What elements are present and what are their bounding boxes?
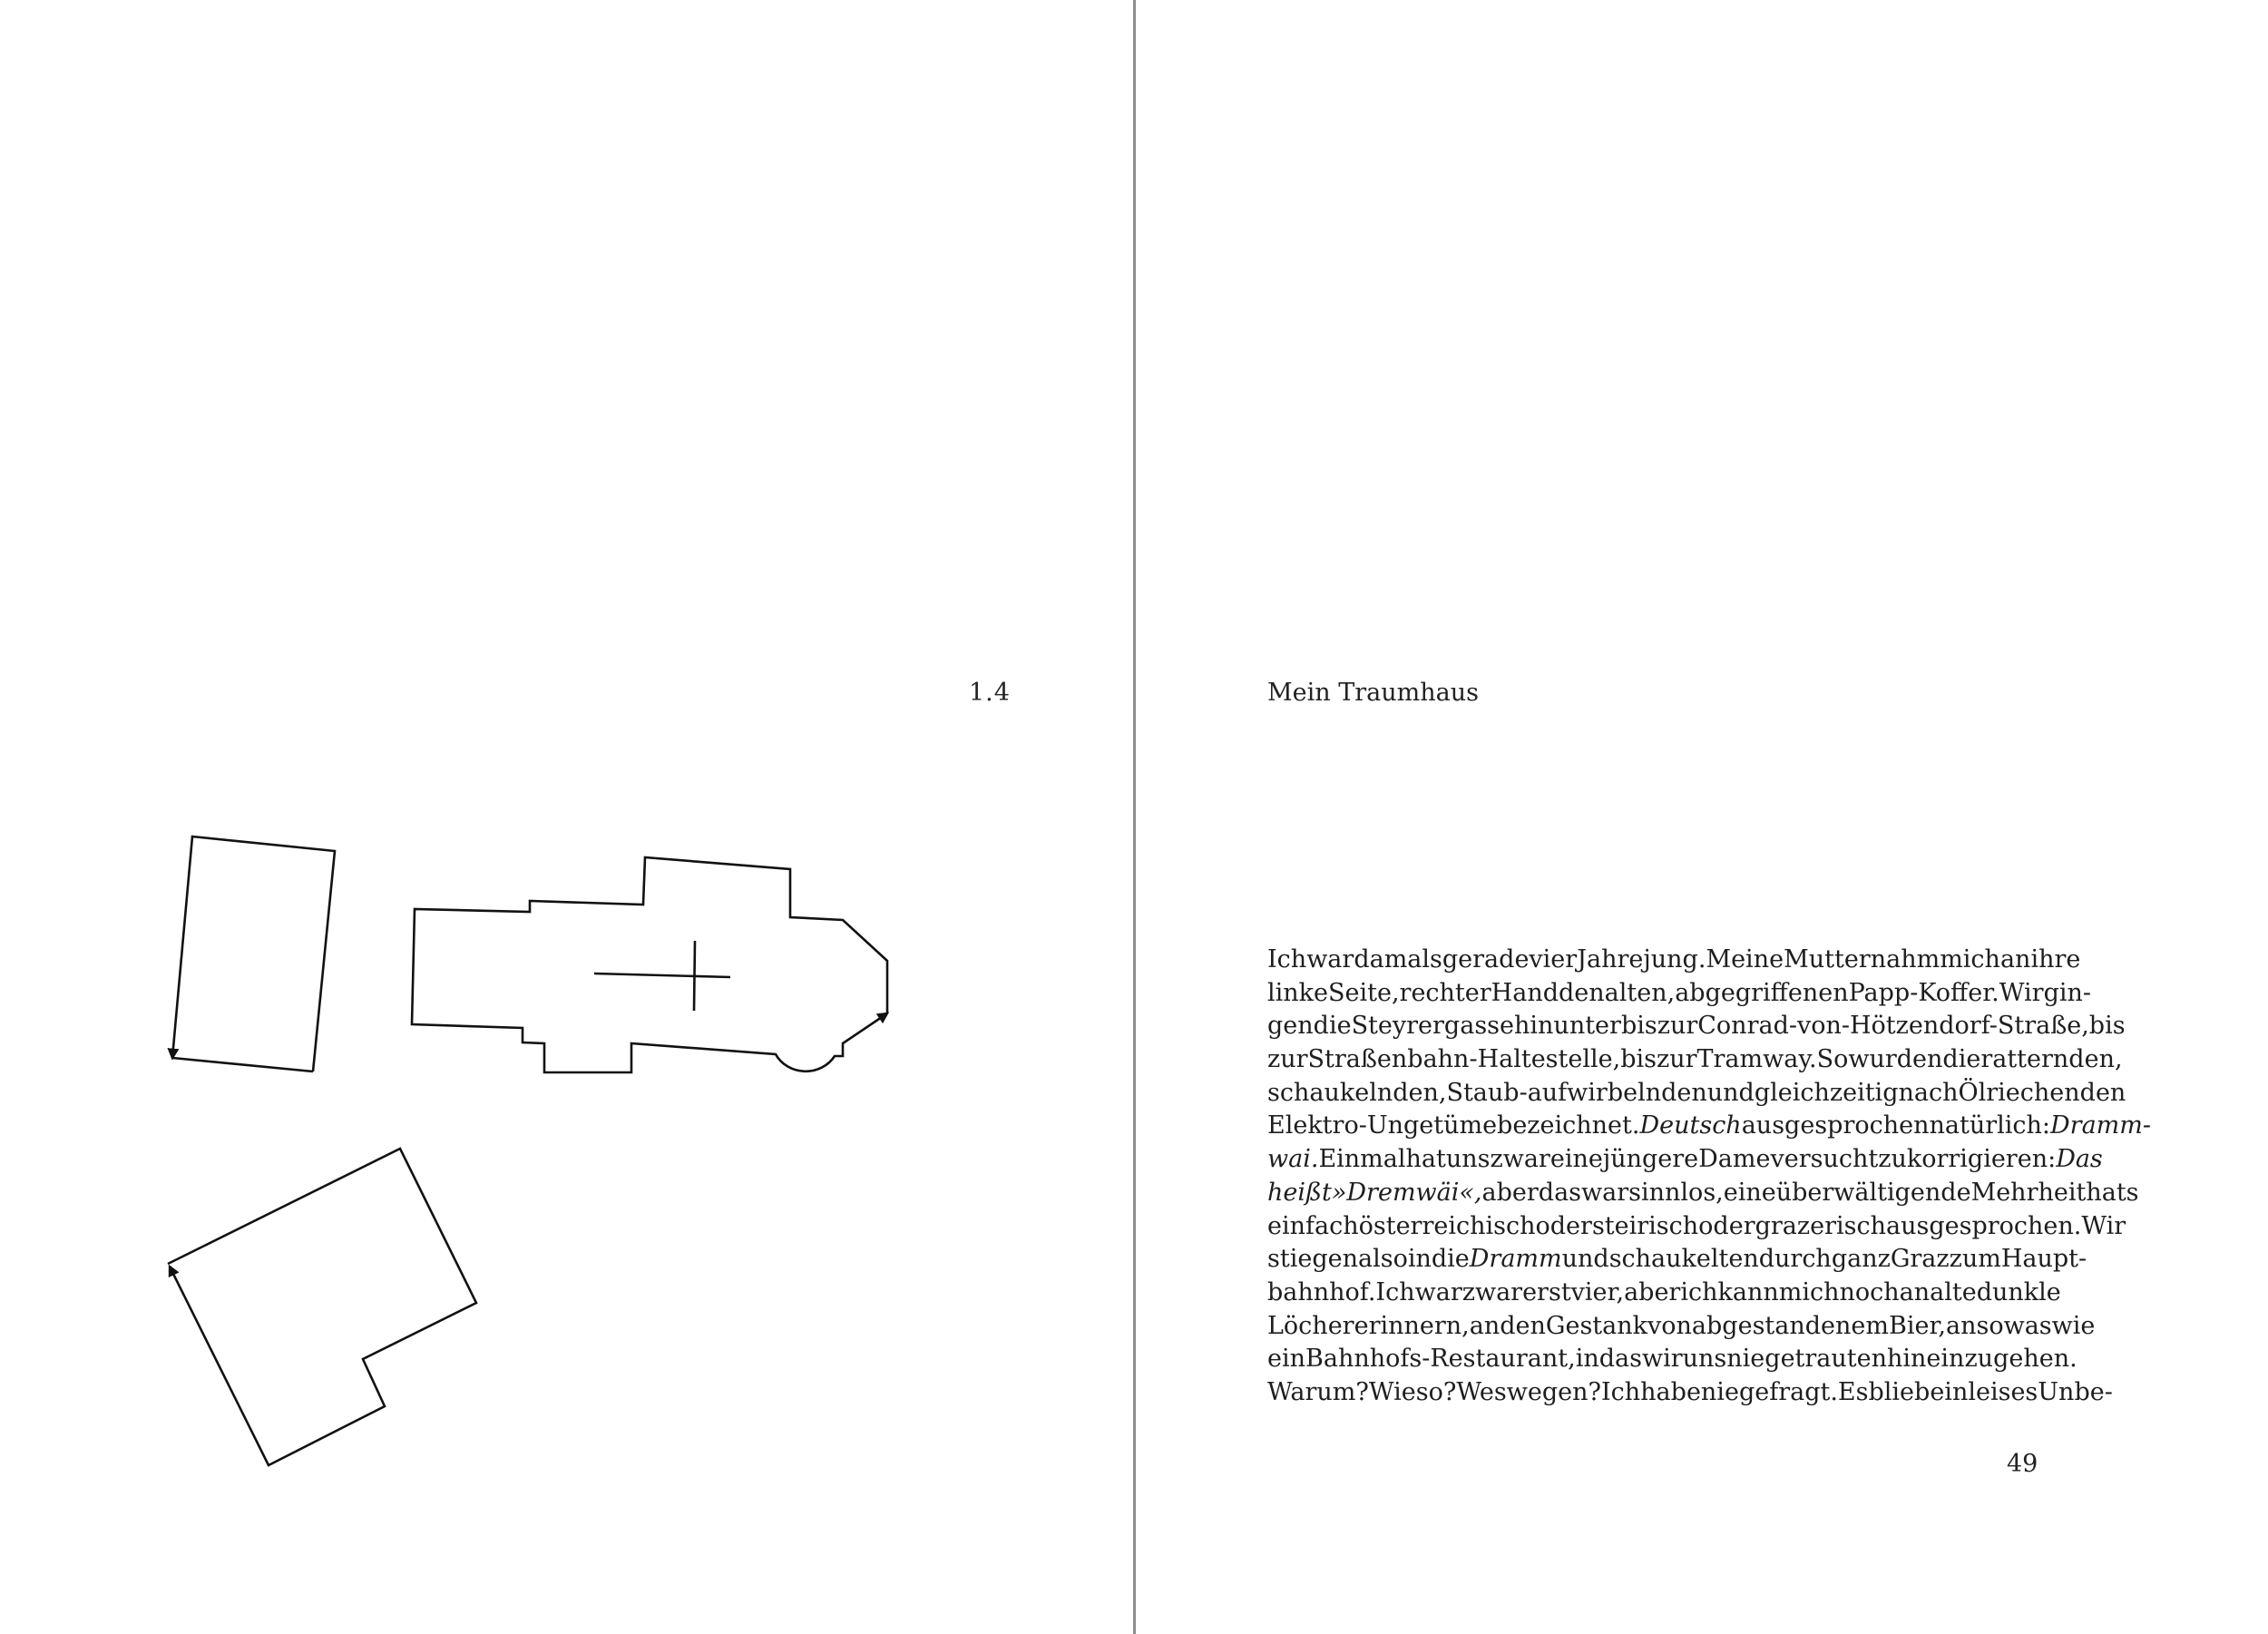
text-line: gen die Steyrergasse hinunter bis zur Conrad-von-Hötzendorf-Straße, bis [1267,1012,2126,1041]
text-line: linke Seite, rechter Hand den alten, abgegriffenen Papp-Koffer. Wir gin- [1267,978,2091,1007]
text-line: stiegen also in die Dramm und schaukelten durch ganz Graz zum Haupt- [1267,1245,2087,1274]
text-line: wai. Einmal hat uns zwar eine jüngere Dame versucht zu korrigieren: Das [1267,1145,2103,1174]
rectangle-building-outline [172,837,335,1071]
text-line: heißt »Dremwäi«, aber das war sinnlos, eine überwältigende Mehrheit hats [1267,1178,2139,1207]
text-line: einfach österreichisch oder steirisch oder grazerisch ausgesprochen. Wir [1267,1211,2126,1240]
text-line: bahnhof. Ich war zwar erst vier, aber ich kann mich noch an alte dunkle [1267,1277,2061,1306]
text-line: Elektro-Ungetüme bezeichnet. Deutsch ausgesprochen natürlich: Dramm- [1267,1111,2151,1140]
right-page [1136,0,2268,1634]
chapter-title: Mein Traumhaus [1267,679,1479,707]
l-shaped-building-outline [168,1149,476,1465]
text-line: Ich war damals gerade vier Jahre jung. Meine Mutter nahm mich an ihre [1267,945,2081,974]
text-line: zur Straßenbahn-Haltestelle, bis zur Tramway. So wurden die ratternden, [1267,1045,2123,1074]
section-number: 1.4 [969,679,1011,707]
text-line: Warum? Wieso? Weswegen? Ich habe nie gefragt. Es blieb ein leises Unbe- [1267,1377,2113,1406]
church-floor-plan-outline [412,857,887,1072]
text-line: Löcher erinnern, an den Gestank von abgestandenem Bier, an sowas wie [1267,1311,2096,1340]
text-line: schaukelnden, Staub-aufwirbelnden und gleichzeitig nach Öl riechenden [1267,1078,2126,1107]
cross-vertical [694,941,695,1011]
page-number: 49 [2007,1450,2038,1478]
text-line: ein Bahnhofs-Restaurant, in das wir uns nie getrauten hinein zu gehen. [1267,1345,2077,1374]
cross-horizontal [594,974,730,977]
body-text [1267,944,2151,1410]
